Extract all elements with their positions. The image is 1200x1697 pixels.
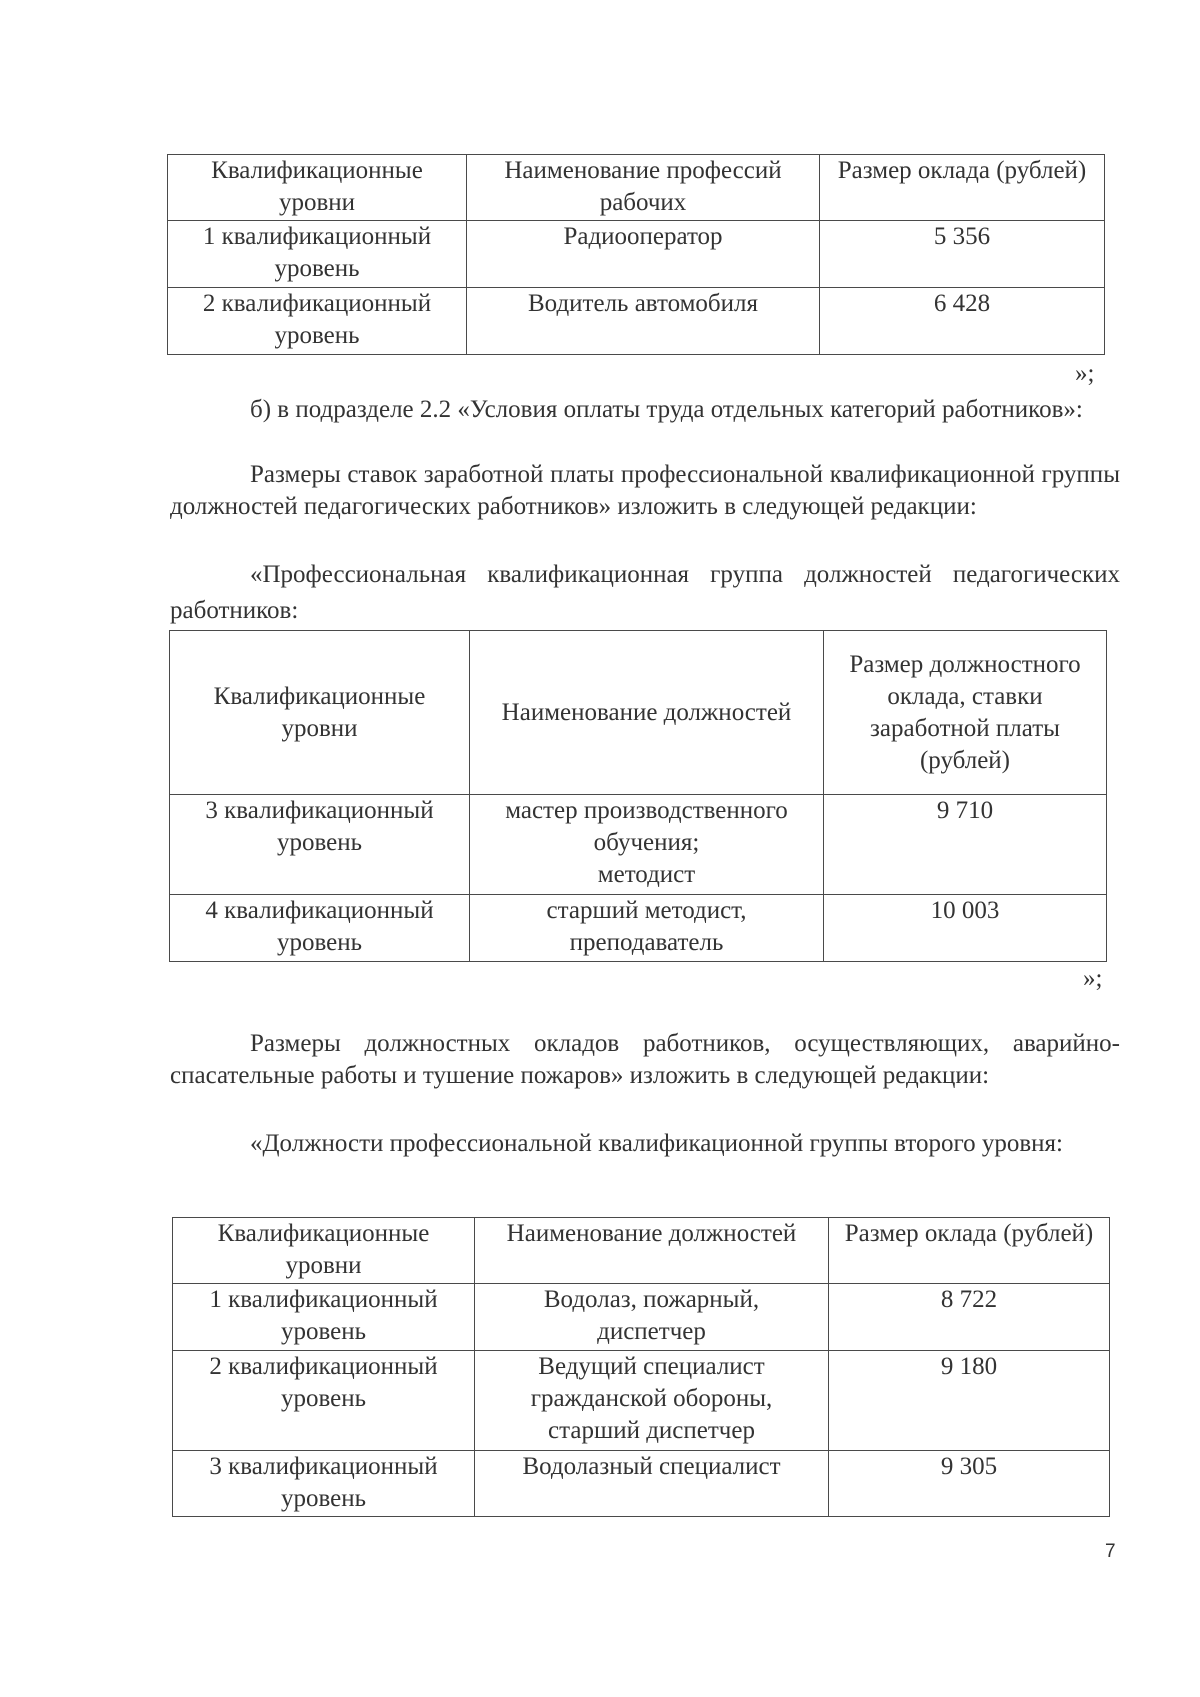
cell-position: старший методист, преподаватель xyxy=(470,895,824,962)
header-cell-salary: Размер оклада (рублей) xyxy=(820,155,1105,221)
header-cell-positions: Наименование должностей xyxy=(470,631,824,795)
table-header-row xyxy=(173,1218,1110,1284)
header-cell-levels: Квалификационные уровни xyxy=(168,155,467,221)
cell-salary: 9 710 xyxy=(824,795,1107,895)
table-row xyxy=(170,895,1107,962)
header-cell-salary: Размер должностного оклада, ставки заработной платы (рублей) xyxy=(824,631,1107,795)
cell-salary: 9 180 xyxy=(829,1351,1110,1451)
table-pedagogical-positions xyxy=(169,630,1107,962)
cell-level: 1 квалификационный уровень xyxy=(168,221,467,288)
cell-salary: 6 428 xyxy=(820,288,1105,355)
table-row xyxy=(173,1451,1110,1517)
header-cell-levels: Квалификационные уровни xyxy=(170,631,470,795)
cell-level: 2 квалификационный уровень xyxy=(173,1351,475,1451)
paragraph-subsection-b: б) в подразделе 2.2 «Условия оплаты труда отдельных категорий работников»: xyxy=(250,396,1083,423)
cell-level: 1 квалификационный уровень xyxy=(173,1284,475,1351)
cell-salary: 10 003 xyxy=(824,895,1107,962)
closing-quote: »; xyxy=(1083,965,1103,992)
cell-level: 4 квалификационный уровень xyxy=(170,895,470,962)
paragraph-ped-group-title: «Профессиональная квалификационная группа должностей педагогических работников: xyxy=(170,561,1120,624)
table-row xyxy=(173,1351,1110,1451)
table-header-row xyxy=(170,631,1107,795)
table-row xyxy=(168,288,1105,355)
cell-position: Ведущий специалист гражданской обороны, старший диспетчер xyxy=(475,1351,829,1451)
cell-level: 3 квалификационный уровень xyxy=(173,1451,475,1517)
header-cell-salary: Размер оклада (рублей) xyxy=(829,1218,1110,1284)
cell-level: 2 квалификационный уровень xyxy=(168,288,467,355)
header-cell-positions: Наименование должностей xyxy=(475,1218,829,1284)
table-row xyxy=(173,1284,1110,1351)
table-header-row xyxy=(168,155,1105,221)
cell-position: Водолаз, пожарный, диспетчер xyxy=(475,1284,829,1351)
cell-level: 3 квалификационный уровень xyxy=(170,795,470,895)
table-row xyxy=(170,795,1107,895)
cell-salary: 8 722 xyxy=(829,1284,1110,1351)
cell-position: мастер производственного обучения; методист xyxy=(470,795,824,895)
paragraph-rescue-salary-sizes: Размеры должностных окладов работников, осуществляющих, аварийно-спасательные работы и тушение пожаров» изложить в следующей редакции: xyxy=(170,1030,1120,1089)
table-row xyxy=(168,221,1105,288)
cell-profession: Водитель автомобиля xyxy=(467,288,820,355)
closing-quote: »; xyxy=(1075,360,1095,387)
header-cell-levels: Квалификационные уровни xyxy=(173,1218,475,1284)
page-number: 7 xyxy=(1105,1541,1116,1562)
cell-profession: Радиооператор xyxy=(467,221,820,288)
paragraph-rescue-group-title: «Должности профессиональной квалификационной группы второго уровня: xyxy=(250,1130,1063,1157)
paragraph-ped-salary-sizes: Размеры ставок заработной платы профессиональной квалификационной группы должностей педагогических работников» изложить в следующей редакции: xyxy=(170,461,1120,520)
cell-salary: 5 356 xyxy=(820,221,1105,288)
cell-position: Водолазный специалист xyxy=(475,1451,829,1517)
header-cell-professions: Наименование профессий рабочих xyxy=(467,155,820,221)
cell-salary: 9 305 xyxy=(829,1451,1110,1517)
table-workers-professions xyxy=(167,154,1105,355)
table-rescue-positions xyxy=(172,1217,1110,1517)
